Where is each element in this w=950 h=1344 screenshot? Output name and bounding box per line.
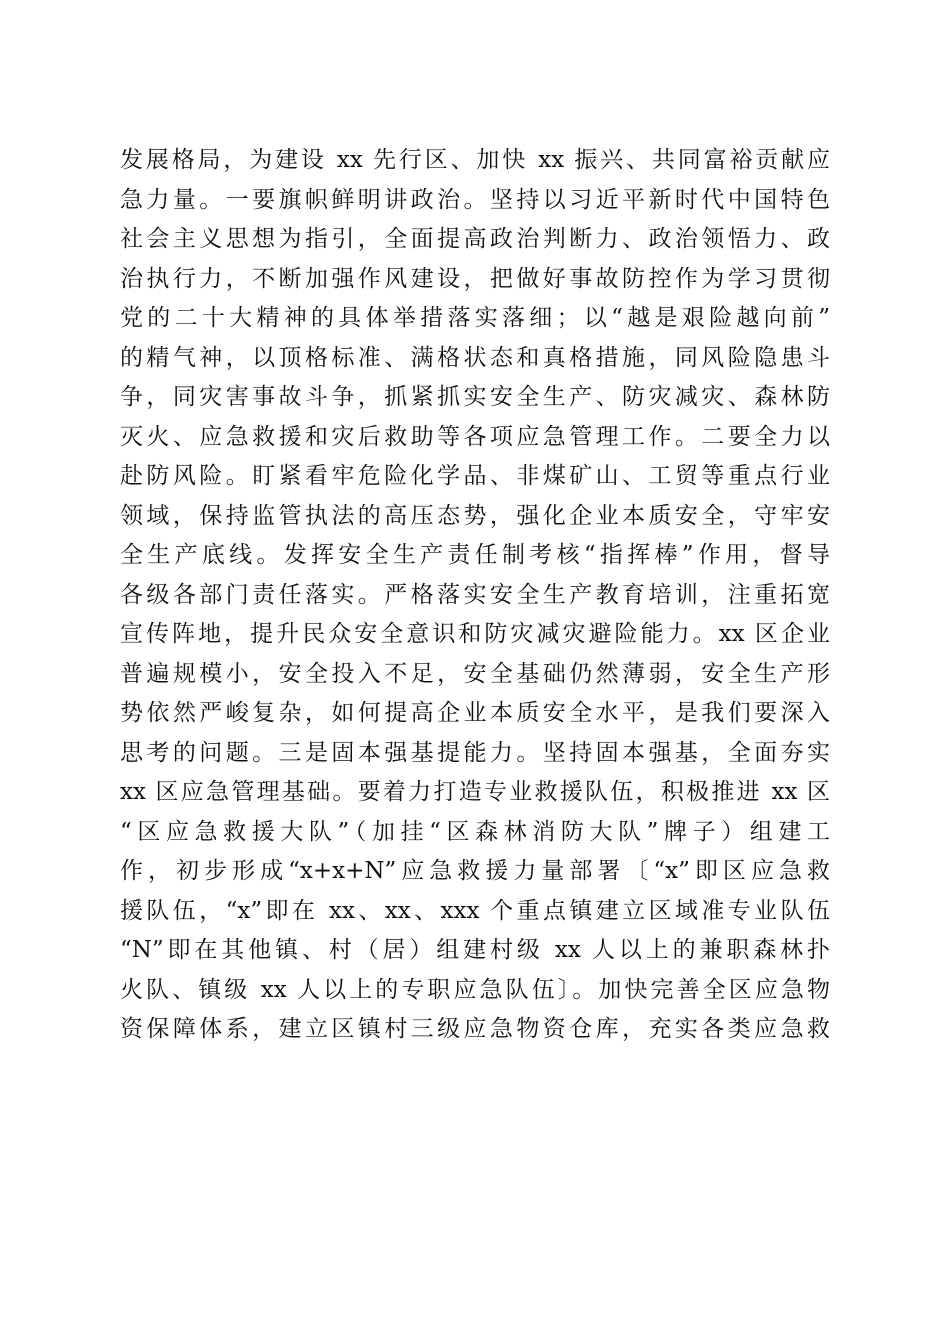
body-text bbox=[120, 141, 830, 1050]
text-line: 党的二十大精神的具体举措落实落细；以“越是艰险越向前” bbox=[120, 305, 830, 331]
text-line: 急力量。一要旗帜鲜明讲政治。坚持以习近平新时代中国特色 bbox=[120, 186, 830, 213]
text-line: 普遍规模小，安全投入不足，安全基础仍然薄弱，安全生产形 bbox=[120, 660, 830, 687]
text-line: 发展格局，为建设 xx 先行区、加快 xx 振兴、共同富裕贡献应 bbox=[120, 147, 830, 173]
text-line: 各级各部门责任落实。严格落实安全生产教育培训，注重拓宽 bbox=[120, 581, 830, 608]
text-line: 争，同灾害事故斗争，抓紧抓实安全生产、防灾减灾、森林防 bbox=[120, 384, 830, 410]
text-line: “N”即在其他镇、村（居）组建村级 xx 人以上的兼职森林扑 bbox=[120, 937, 830, 963]
text-line: “区应急救援大队”（加挂“区森林消防大队”牌子）组建工 bbox=[120, 818, 830, 845]
text-line: 资保障体系，建立区镇村三级应急物资仓库，充实各类应急救 bbox=[120, 1016, 830, 1042]
text-line: 思考的问题。三是固本强基提能力。坚持固本强基，全面夯实 bbox=[120, 739, 830, 766]
text-line: 势依然严峻复杂，如何提高企业本质安全水平，是我们要深入 bbox=[120, 700, 830, 726]
text-line: 领域，保持监管执法的高压态势，强化企业本质安全，守牢安 bbox=[120, 502, 830, 529]
text-line: 援队伍，“x”即在 xx、xx、xxx 个重点镇建立区域准专业队伍 bbox=[120, 897, 830, 924]
text-line: 的精气神，以顶格标准、满格状态和真格措施，同风险隐患斗 bbox=[120, 344, 830, 371]
text-line: xx 区应急管理基础。要着力打造专业救援队伍，积极推进 xx 区 bbox=[120, 779, 830, 805]
text-line: 赴防风险。盯紧看牢危险化学品、非煤矿山、工贸等重点行业 bbox=[120, 463, 830, 489]
text-line: 全生产底线。发挥安全生产责任制考核“指挥棒”作用，督导 bbox=[120, 542, 830, 568]
text-line: 宣传阵地，提升民众安全意识和防灾减灾避险能力。xx 区企业 bbox=[120, 621, 830, 647]
text-line: 火队、镇级 xx 人以上的专职应急队伍〕。加快完善全区应急物 bbox=[120, 976, 830, 1003]
text-line: 作，初步形成“x+x+N”应急救援力量部署〔“x”即区应急救 bbox=[120, 858, 830, 884]
text-line: 社会主义思想为指引，全面提高政治判断力、政治领悟力、政 bbox=[120, 226, 830, 252]
text-line: 治执行力，不断加强作风建设，把做好事故防控作为学习贯彻 bbox=[120, 265, 830, 292]
text-line: 灭火、应急救援和灾后救助等各项应急管理工作。二要全力以 bbox=[120, 423, 830, 450]
